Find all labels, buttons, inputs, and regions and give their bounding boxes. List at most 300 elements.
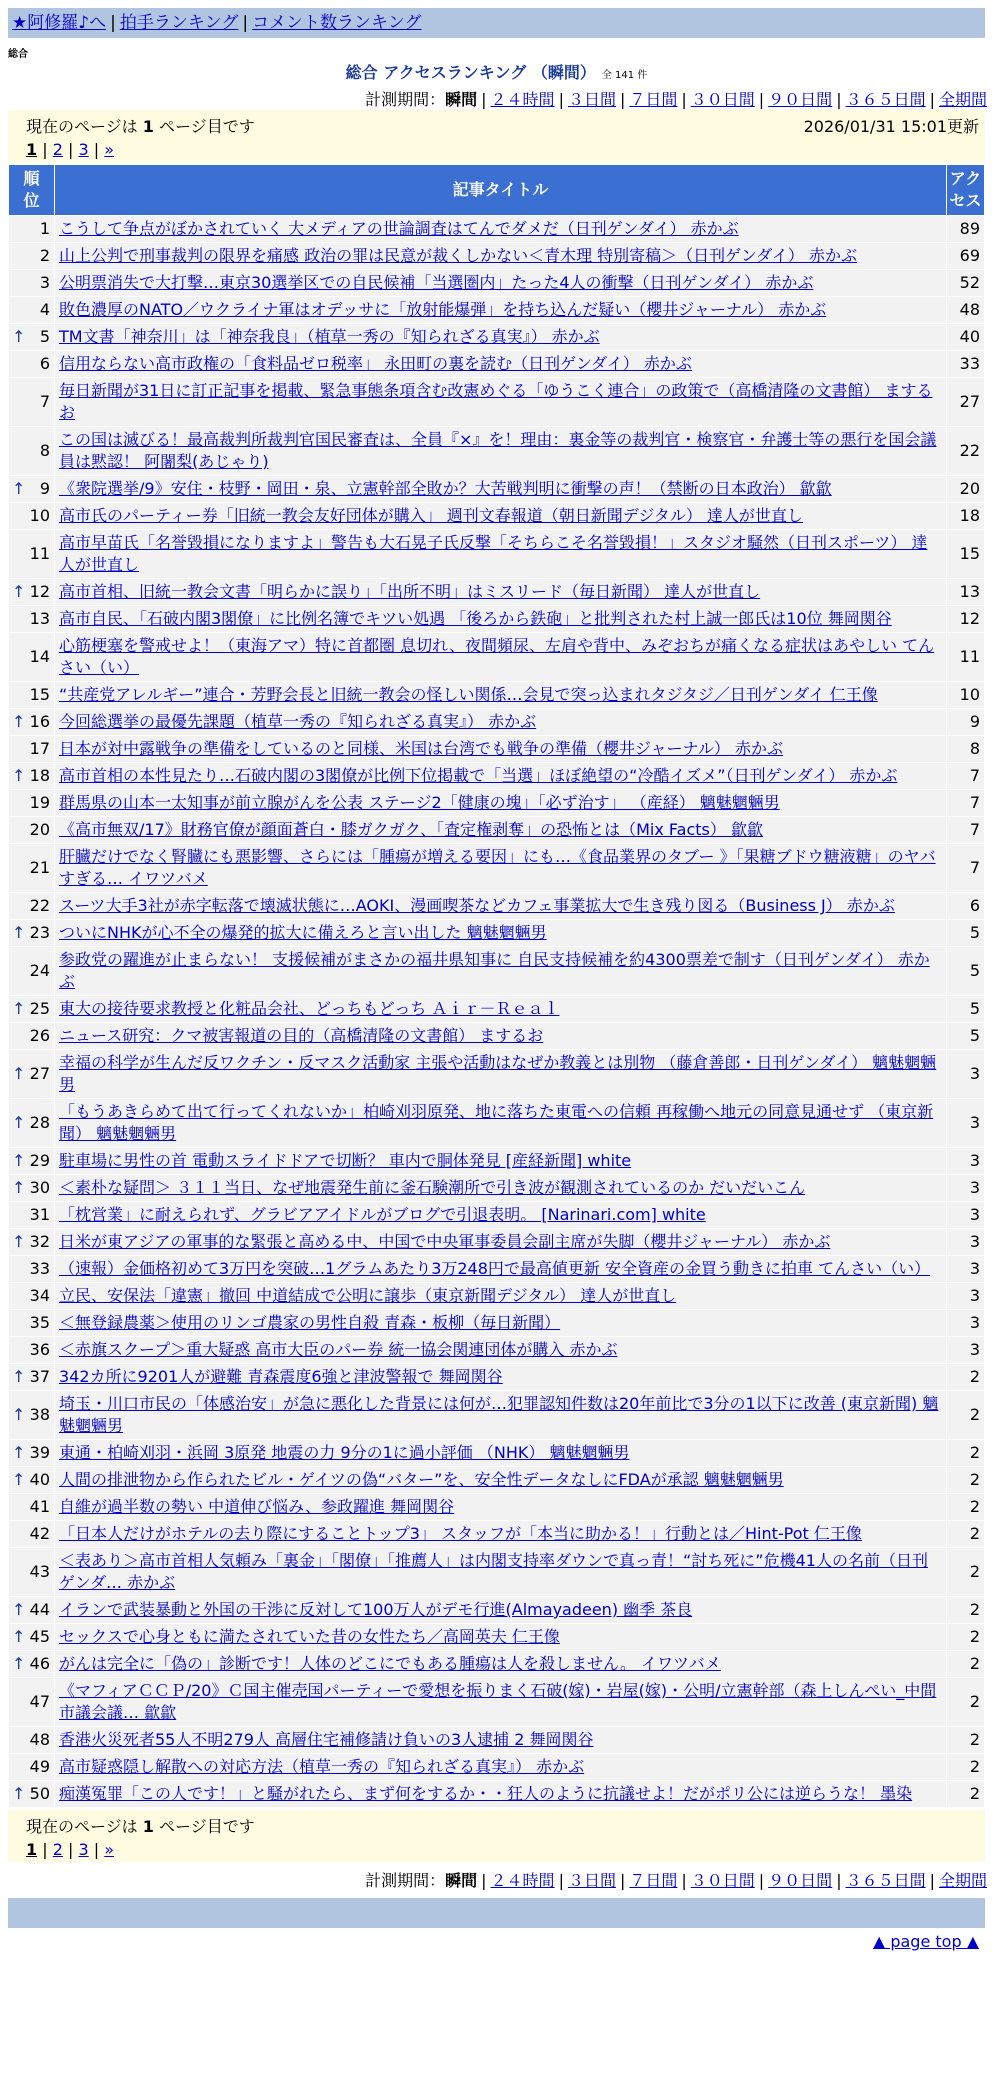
period-link[interactable]: ３０日間 <box>690 90 755 109</box>
access-count: 2 <box>947 1494 985 1521</box>
access-count: 2 <box>947 1727 985 1754</box>
rank-number: 32 <box>29 1232 50 1251</box>
article-title-link[interactable]: 《高市無双/17》財務官僚が顔面蒼白・膝ガクガク、「査定権剥奪」の恐怖とは（Mix Facts） 歙歙 <box>59 820 763 839</box>
period-link[interactable]: 全期間 <box>938 90 987 109</box>
article-title-link[interactable]: 人間の排泄物から作られたビル・ゲイツの偽“バター”を、安全性データなしにFDAが承認 魑魅魍魎男 <box>59 1470 784 1489</box>
access-count: 22 <box>947 427 985 476</box>
article-title-link[interactable]: “共産党アレルギー”連合・芳野会長と旧統一教会の怪しい関係…会見で突っ込まれタジタジ／日刊ゲンダイ 仁王像 <box>59 685 878 704</box>
title-cell <box>55 1337 947 1364</box>
table-row <box>9 297 985 324</box>
arrow-up-icon: ↑ <box>12 712 26 731</box>
rank-cell <box>9 1099 55 1148</box>
nav-link-comment-ranking[interactable]: コメント数ランキング <box>252 13 422 33</box>
access-count: 3 <box>947 1256 985 1283</box>
page-link[interactable]: 2 <box>52 1840 63 1859</box>
rank-number: 50 <box>29 1784 50 1803</box>
article-title-link[interactable]: ＜赤旗スクープ＞重大疑惑 高市大臣のパー券 統一協会関連団体が購入 赤かぶ <box>59 1340 618 1359</box>
title-cell <box>55 476 947 503</box>
table-header-row <box>9 165 985 216</box>
rank-number: 36 <box>29 1340 50 1359</box>
rank-cell <box>9 427 55 476</box>
rank-cell <box>9 1283 55 1310</box>
rank-cell <box>9 1202 55 1229</box>
period-separator: | <box>681 1871 687 1890</box>
rank-number: 12 <box>29 582 50 601</box>
title-cell <box>55 1148 947 1175</box>
article-title-link[interactable]: 痴漢冤罪「この人です！」と騒がれたら、まず何をするか・・狂人のように抗議せよ！だがポリ公には逆らうな！ 墨染 <box>59 1784 913 1803</box>
rank-number: 14 <box>29 647 50 666</box>
article-title-link[interactable]: 立民、安保法「違憲」撤回 中道結成で公明に譲歩（東京新聞デジタル） 達人が世直し <box>59 1286 677 1305</box>
article-title-link[interactable]: 公明票消失で大打撃…東京30選挙区での自民候補「当選圏内」たった4人の衝撃（日刊ゲンダイ） 赤かぶ <box>59 273 814 292</box>
article-title-link[interactable]: 今回総選挙の最優先課題（植草一秀の『知られざる真実』） 赤かぶ <box>59 712 537 731</box>
rank-cell <box>9 297 55 324</box>
column-header-rank-line1: 順 <box>23 169 40 188</box>
rank-cell <box>9 378 55 427</box>
rank-cell <box>9 893 55 920</box>
access-count: 2 <box>947 1754 985 1781</box>
table-row <box>9 1337 985 1364</box>
rank-number: 47 <box>29 1692 50 1711</box>
rank-number: 17 <box>29 739 50 758</box>
article-title-link[interactable]: 東大の接待要求教授と化粧品会社、どっちもどっち Ａｉｒ－Ｒｅａｌ <box>59 999 560 1018</box>
rank-number: 48 <box>29 1730 50 1749</box>
article-title-link[interactable]: 群馬県の山本一太知事が前立腺がんを公表 ステージ2「健康の塊」「必ず治す」 （産経） 魑魅魍魎男 <box>59 793 780 812</box>
access-count: 2 <box>947 1548 985 1597</box>
article-title-link[interactable]: 参政党の躍進が止まらない！ 支援候補がまさかの福井県知事に 自民支持候補を約4300票差で制す（日刊ゲンダイ） 赤かぶ <box>59 950 930 991</box>
article-title-link[interactable]: ＜無登録農薬＞使用のリンゴ農家の男性自殺 青森・板柳（毎日新聞） <box>59 1313 561 1332</box>
title-cell <box>55 503 947 530</box>
title-cell <box>55 1310 947 1337</box>
rank-cell <box>9 763 55 790</box>
rank-cell <box>9 920 55 947</box>
article-title-link[interactable]: 日本が対中露戦争の準備をしているのと同様、米国は台湾でも戦争の準備（櫻井ジャーナル） 赤かぶ <box>59 739 783 758</box>
title-cell <box>55 1256 947 1283</box>
rank-cell <box>9 996 55 1023</box>
period-link[interactable]: ９０日間 <box>768 90 833 109</box>
table-row <box>9 893 985 920</box>
title-cell <box>55 1467 947 1494</box>
column-header-title: 記事タイトル <box>55 165 947 216</box>
footer-bar <box>8 1898 985 1928</box>
page-link-current[interactable]: 1 <box>26 1840 38 1859</box>
rank-cell <box>9 1229 55 1256</box>
access-count: 3 <box>947 1310 985 1337</box>
title-cell <box>55 1283 947 1310</box>
rank-number: 13 <box>29 609 50 628</box>
rank-cell <box>9 1175 55 1202</box>
arrow-up-icon: ↑ <box>12 1113 26 1132</box>
article-title-link[interactable]: 「日本人だけがホテルの去り際にすることトップ3」 スタッフが「本当に助かる！」行動とは／Hint-Pot 仁王像 <box>59 1524 862 1543</box>
access-count: 6 <box>947 893 985 920</box>
nav-separator: | <box>110 13 116 33</box>
period-separator: | <box>836 1871 842 1890</box>
rank-number: 8 <box>39 441 50 460</box>
period-link[interactable]: ３日間 <box>567 1871 616 1890</box>
period-link[interactable]: ３日間 <box>567 90 616 109</box>
period-separator: | <box>619 1871 626 1890</box>
article-title-link[interactable]: 香港火災死者55人不明279人 高層住宅補修請け負いの3人逮捕 2 舞岡関谷 <box>59 1730 594 1749</box>
period-separator: | <box>481 90 487 109</box>
rank-cell <box>9 633 55 682</box>
title-cell <box>55 427 947 476</box>
access-count: 3 <box>947 1175 985 1202</box>
table-row <box>9 1781 985 1808</box>
rank-cell <box>9 1440 55 1467</box>
page-title-text: 総合 アクセスランキング （瞬間） <box>345 63 596 82</box>
access-count: 3 <box>947 1337 985 1364</box>
rank-number: 19 <box>29 793 50 812</box>
rank-cell <box>9 790 55 817</box>
article-title-link[interactable]: 心筋梗塞を警戒せよ！（東海アマ）特に首都圏 息切れ、夜間頻尿、左肩や背中、みぞおちが痛くなる症状はあやしい てんさい（い） <box>59 636 935 677</box>
rank-number: 16 <box>29 712 50 731</box>
updated-timestamp: 2026/01/31 15:01更新 <box>803 117 979 136</box>
article-title-link[interactable]: 東通・柏崎刈羽・浜岡 3原発 地震の力 9分の1に過小評価 （NHK） 魑魅魍魎男 <box>59 1443 630 1462</box>
table-row <box>9 476 985 503</box>
rank-cell <box>9 1050 55 1099</box>
access-count: 2 <box>947 1391 985 1440</box>
rank-number: 30 <box>29 1178 50 1197</box>
table-row <box>9 1440 985 1467</box>
article-title-link[interactable]: 《マフィアＣＣＰ/20》Ｃ国主催売国パーティーで愛想を振りまく石破(嫁)・岩屋(嫁)・公明/立憲幹部（森上しんぺい_中間市議会議… 歙歙 <box>59 1681 937 1722</box>
article-title-link[interactable]: 高市疑惑隠し解散への対応方法（植草一秀の『知られざる真実』） 赤かぶ <box>59 1757 585 1776</box>
column-header-rank <box>9 165 55 216</box>
article-title-link[interactable]: 「枕営業」に耐えられず、グラビアアイドルがブログで引退表明。 [Narinari.com] white <box>59 1205 706 1224</box>
rank-cell <box>9 243 55 270</box>
total-count: 全 141 件 <box>601 70 648 81</box>
period-current: 瞬間 <box>445 1871 478 1890</box>
rank-number: 4 <box>39 300 50 319</box>
title-cell <box>55 378 947 427</box>
table-row <box>9 1521 985 1548</box>
table-row <box>9 427 985 476</box>
title-cell <box>55 1364 947 1391</box>
arrow-up-icon: ↑ <box>12 1470 26 1489</box>
table-row <box>9 216 985 243</box>
access-count: 2 <box>947 1624 985 1651</box>
title-cell <box>55 1175 947 1202</box>
table-row <box>9 1283 985 1310</box>
article-title-link[interactable]: 342カ所に9201人が避難 青森震度6強と津波警報で 舞岡関谷 <box>59 1367 503 1386</box>
arrow-up-icon: ↑ <box>12 1151 26 1170</box>
period-link[interactable]: ３０日間 <box>690 1871 755 1890</box>
rank-number: 34 <box>29 1286 50 1305</box>
access-count: 11 <box>947 633 985 682</box>
page-link[interactable]: 3 <box>78 1840 89 1859</box>
access-count: 5 <box>947 1023 985 1050</box>
column-header-access-line2: セス <box>949 191 982 210</box>
table-row <box>9 996 985 1023</box>
arrow-up-icon: ↑ <box>12 1627 26 1646</box>
rank-cell <box>9 1521 55 1548</box>
access-count: 5 <box>947 920 985 947</box>
nav-link-clap-ranking[interactable]: 拍手ランキング <box>119 13 239 33</box>
table-row <box>9 1099 985 1148</box>
arrow-up-icon: ↑ <box>12 923 26 942</box>
rank-number: 41 <box>29 1497 50 1516</box>
article-title-link[interactable]: 肝臓だけでなく腎臓にも悪影響、さらには「腫瘍が増える要因」にも…《食品業界のタブー 》「果糖ブドウ糖液糖」のヤバすぎる… イワツバメ <box>59 847 936 888</box>
page-link[interactable]: 2 <box>52 140 63 159</box>
access-count: 3 <box>947 1099 985 1148</box>
table-row <box>9 270 985 297</box>
article-title-link[interactable]: イランで武装暴動と外国の干渉に反対して100万人がデモ行進(Almayadeen) 幽季 茶良 <box>59 1600 693 1619</box>
rank-number: 31 <box>29 1205 50 1224</box>
table-row <box>9 1175 985 1202</box>
article-title-link[interactable]: この国は滅びる！最高裁判所裁判官国民審査は、全員『×』を！理由：裏金等の裁判官・検察官・弁護士等の悪行を国会議員は黙認！ 阿闍梨(あじゃり) <box>59 430 937 471</box>
title-cell <box>55 996 947 1023</box>
title-cell <box>55 1727 947 1754</box>
page-next-link[interactable]: » <box>104 1840 114 1859</box>
rank-number: 6 <box>39 354 50 373</box>
article-title-link[interactable]: こうして争点がぼかされていく 大メディアの世論調査はてんでダメだ（日刊ゲンダイ） 赤かぶ <box>59 219 739 238</box>
rank-number: 49 <box>29 1757 50 1776</box>
rank-number: 33 <box>29 1259 50 1278</box>
title-cell <box>55 709 947 736</box>
rank-cell <box>9 351 55 378</box>
access-count: 2 <box>947 1440 985 1467</box>
access-count: 12 <box>947 606 985 633</box>
access-count: 3 <box>947 1148 985 1175</box>
rank-cell <box>9 1651 55 1678</box>
access-count: 3 <box>947 1229 985 1256</box>
rank-number: 37 <box>29 1367 50 1386</box>
current-page-text: 現在のページは 1 ページ目です <box>26 1817 255 1836</box>
rank-cell <box>9 270 55 297</box>
article-title-link[interactable]: 毎日新聞が31日に訂正記事を掲載、緊急事態条項含む改憲めぐる「ゆうこく連合」の政策で（高橋清隆の文書館） まするお <box>59 381 933 422</box>
title-cell <box>55 1391 947 1440</box>
rank-cell <box>9 1597 55 1624</box>
title-cell <box>55 1548 947 1597</box>
table-row <box>9 736 985 763</box>
access-count: 69 <box>947 243 985 270</box>
rank-cell <box>9 736 55 763</box>
article-title-link[interactable]: スーツ大手3社が赤字転落で壊滅状態に…AOKI、漫画喫茶などカフェ事業拡大で生き残り図る（Business J） 赤かぶ <box>59 896 895 915</box>
article-title-link[interactable]: 駐車場に男性の首 電動スライドドアで切断？ 車内で胴体発見 [産経新聞] white <box>59 1151 632 1170</box>
period-link[interactable]: ７日間 <box>629 90 678 109</box>
access-count: 9 <box>947 709 985 736</box>
rank-number: 24 <box>29 961 50 980</box>
rank-number: 45 <box>29 1627 50 1646</box>
title-cell <box>55 1781 947 1808</box>
rank-cell <box>9 606 55 633</box>
table-row <box>9 790 985 817</box>
rank-cell <box>9 1467 55 1494</box>
paging-box-top <box>8 110 985 162</box>
access-count: 7 <box>947 817 985 844</box>
access-count: 2 <box>947 1597 985 1624</box>
period-separator: | <box>558 1871 564 1890</box>
period-link[interactable]: 全期間 <box>938 1871 987 1890</box>
article-title-link[interactable]: ついにNHKが心不全の爆発的拡大に備えろと言い出した 魑魅魍魎男 <box>59 923 547 942</box>
title-cell <box>55 920 947 947</box>
page-link-current[interactable]: 1 <box>26 140 38 159</box>
article-title-link[interactable]: ＜素朴な疑問＞ ３１１当日、なぜ地震発生前に釜石験潮所で引き波が観測されているのか だいだいこん <box>59 1178 806 1197</box>
rank-number: 3 <box>39 273 50 292</box>
table-row <box>9 606 985 633</box>
rank-cell <box>9 1364 55 1391</box>
page-separator: | <box>88 140 105 159</box>
rank-cell <box>9 1781 55 1808</box>
title-cell <box>55 1440 947 1467</box>
rank-cell <box>9 1727 55 1754</box>
ranking-body <box>9 216 985 1808</box>
period-separator: | <box>836 90 842 109</box>
arrow-up-icon: ↑ <box>12 1784 26 1803</box>
page-separator: | <box>62 1840 79 1859</box>
table-row <box>9 633 985 682</box>
rank-cell <box>9 1256 55 1283</box>
page-next-link[interactable]: » <box>104 140 114 159</box>
page-top-link[interactable]: ▲ page top ▲ <box>872 1932 979 1951</box>
rank-cell <box>9 709 55 736</box>
table-row <box>9 1467 985 1494</box>
rank-cell <box>9 503 55 530</box>
title-cell <box>55 736 947 763</box>
table-row <box>9 1364 985 1391</box>
access-count: 48 <box>947 297 985 324</box>
article-title-link[interactable]: 日米が東アジアの軍事的な緊張と高める中、中国で中央軍事委員会副主席が失脚（櫻井ジャーナル） 赤かぶ <box>59 1232 831 1251</box>
article-title-link[interactable]: ニュース研究：クマ被害報道の目的（高橋清隆の文書館） まするお <box>59 1026 544 1045</box>
table-row <box>9 763 985 790</box>
access-count: 27 <box>947 378 985 427</box>
period-separator: | <box>758 1871 765 1890</box>
table-row <box>9 844 985 893</box>
arrow-up-icon: ↑ <box>12 1443 26 1462</box>
nav-separator: | <box>242 13 249 33</box>
period-link[interactable]: ３６５日間 <box>845 1871 926 1890</box>
table-row <box>9 378 985 427</box>
period-separator: | <box>929 90 935 109</box>
table-row <box>9 817 985 844</box>
article-title-link[interactable]: 高市氏のパーティー券「旧統一教会友好団体が購入」 週刊文春報道（朝日新聞デジタル） 達人が世直し <box>59 506 803 525</box>
rank-cell <box>9 476 55 503</box>
rank-number: 43 <box>29 1562 50 1581</box>
period-separator: | <box>619 90 626 109</box>
column-header-rank-line2: 位 <box>23 191 40 210</box>
table-row <box>9 1023 985 1050</box>
article-title-link[interactable]: 自維が過半数の勢い 中道伸び悩み、参政躍進 舞岡関谷 <box>59 1497 455 1516</box>
rank-cell <box>9 844 55 893</box>
rank-number: 44 <box>29 1600 50 1619</box>
rank-number: 21 <box>29 858 50 877</box>
page-link[interactable]: 3 <box>78 140 89 159</box>
rank-cell <box>9 216 55 243</box>
column-header-access <box>947 165 985 216</box>
page-title <box>0 60 993 83</box>
title-cell <box>55 1050 947 1099</box>
period-separator: | <box>558 90 564 109</box>
period-link[interactable]: ２４時間 <box>490 90 555 109</box>
access-count: 2 <box>947 1678 985 1727</box>
rank-number: 25 <box>29 999 50 1018</box>
current-page-text: 現在のページは 1 ページ目です <box>26 117 255 136</box>
access-count: 10 <box>947 682 985 709</box>
table-row <box>9 1148 985 1175</box>
access-count: 2 <box>947 1467 985 1494</box>
table-row <box>9 1624 985 1651</box>
table-row <box>9 1494 985 1521</box>
article-title-link[interactable]: 信用ならない高市政権の「食料品ゼロ税率」 永田町の裏を読む（日刊ゲンダイ） 赤かぶ <box>59 354 692 373</box>
period-separator: | <box>929 1871 935 1890</box>
article-title-link[interactable]: 敗色濃厚のNATO／ウクライナ軍はオデッサに「放射能爆弾」を持ち込んだ疑い（櫻井ジャーナル） 赤かぶ <box>59 300 827 319</box>
page-separator: | <box>88 1840 105 1859</box>
article-title-link[interactable]: 《衆院選挙/9》安住・枝野・岡田・泉、立憲幹部全敗か？大苦戦判明に衝撃の声！（禁断の日本政治） 歙歙 <box>59 479 832 498</box>
article-title-link[interactable]: 埼玉・川口市民の「体感治安」が急に悪化した背景には何が…犯罪認知件数は20年前比で3分の1以下に改善 (東京新聞) 魑魅魍魎男 <box>59 1394 939 1435</box>
title-cell <box>55 1202 947 1229</box>
access-count: 5 <box>947 996 985 1023</box>
period-link[interactable]: ７日間 <box>629 1871 678 1890</box>
access-count: 8 <box>947 736 985 763</box>
arrow-up-icon: ↑ <box>12 1178 26 1197</box>
access-count: 7 <box>947 763 985 790</box>
rank-number: 40 <box>29 1470 50 1489</box>
table-row <box>9 947 985 996</box>
rank-cell <box>9 1494 55 1521</box>
article-title-link[interactable]: 高市自民、「石破内閣3閣僚」に比例名簿でキツい処遇 「後ろから鉄砲」と批判された村上誠一郎氏は10位 舞岡関谷 <box>59 609 892 628</box>
article-title-link[interactable]: （速報）金価格初めて3万円を突破…1グラムあたり3万248円で最高値更新 安全資産の金買う動きに拍車 てんさい（い） <box>59 1259 931 1278</box>
period-link[interactable]: ３６５日間 <box>845 90 926 109</box>
table-row <box>9 709 985 736</box>
table-row <box>9 1754 985 1781</box>
article-title-link[interactable]: 高市首相の本性見たり…石破内閣の3閣僚が比例下位掲載で「当選」ほぼ絶望の“冷酷イズメ”（日刊ゲンダイ） 赤かぶ <box>59 766 898 785</box>
arrow-up-icon: ↑ <box>12 766 26 785</box>
title-cell <box>55 844 947 893</box>
title-cell <box>55 216 947 243</box>
rank-number: 9 <box>39 479 50 498</box>
article-title-link[interactable]: 高市早苗氏「名誉毀損になりますよ」警告も大石晃子氏反撃「そちらこそ名誉毀損！」スタジオ騒然（日刊スポーツ） 達人が世直し <box>59 533 928 574</box>
access-count: 3 <box>947 1283 985 1310</box>
rank-number: 18 <box>29 766 50 785</box>
rank-number: 27 <box>29 1064 50 1083</box>
title-cell <box>55 633 947 682</box>
rank-number: 26 <box>29 1026 50 1045</box>
access-count: 3 <box>947 1050 985 1099</box>
rank-number: 5 <box>39 327 50 346</box>
period-link[interactable]: ２４時間 <box>490 1871 555 1890</box>
title-cell <box>55 270 947 297</box>
rank-number: 42 <box>29 1524 50 1543</box>
nav-link-asyura[interactable]: ★阿修羅♪へ <box>12 13 107 33</box>
article-title-link[interactable]: 「もうあきらめて出て行ってくれないか」柏崎刈羽原発、地に落ちた東電への信頼 再稼働へ地元の同意見通せず （東京新聞） 魑魅魍魎男 <box>59 1102 934 1143</box>
rank-number: 2 <box>39 246 50 265</box>
rank-cell <box>9 579 55 606</box>
article-title-link[interactable]: セックスで心身ともに満たされていた昔の女性たち／高岡英夫 仁王像 <box>59 1627 560 1646</box>
access-count: 7 <box>947 790 985 817</box>
title-cell <box>55 243 947 270</box>
title-cell <box>55 1229 947 1256</box>
article-title-link[interactable]: がんは完全に「偽の」診断です！人体のどこにでもある腫瘍は人を殺しません。 イワツバメ <box>59 1654 721 1673</box>
arrow-up-icon: ↑ <box>12 999 26 1018</box>
rank-cell <box>9 682 55 709</box>
access-count: 13 <box>947 579 985 606</box>
article-title-link[interactable]: TM文書「神奈川」は「神奈我良」（植草一秀の『知られざる真実』） 赤かぶ <box>59 327 600 346</box>
article-title-link[interactable]: 山上公判で刑事裁判の限界を痛感 政治の罪は民意が裁くしかない＜青木理 特別寄稿＞（日刊ゲンダイ） 赤かぶ <box>59 246 857 265</box>
table-row <box>9 351 985 378</box>
table-row <box>9 243 985 270</box>
article-title-link[interactable]: 幸福の科学が生んだ反ワクチン・反マスク活動家 主張や活動はなぜか教義とは別物 （藤倉善郎・日刊ゲンダイ） 魑魅魍魎男 <box>59 1053 937 1094</box>
title-cell <box>55 606 947 633</box>
access-count: 15 <box>947 530 985 579</box>
table-row <box>9 1310 985 1337</box>
rank-cell <box>9 530 55 579</box>
title-cell <box>55 682 947 709</box>
period-selector-top <box>365 87 987 110</box>
period-link[interactable]: ９０日間 <box>768 1871 833 1890</box>
article-title-link[interactable]: 高市首相、旧統一教会文書「明らかに誤り」「出所不明」はミスリード（毎日新聞） 達人が世直し <box>59 582 761 601</box>
title-cell <box>55 579 947 606</box>
article-title-link[interactable]: ＜表あり＞高市首相人気頼み「裏金」「閣僚」「推薦人」は内閣支持率ダウンで真っ青！“討ち死に”危機41人の名前（日刊ゲンダ… 赤かぶ <box>59 1551 928 1592</box>
page-separator: | <box>62 140 79 159</box>
period-label: 計測期間： <box>365 1871 446 1890</box>
